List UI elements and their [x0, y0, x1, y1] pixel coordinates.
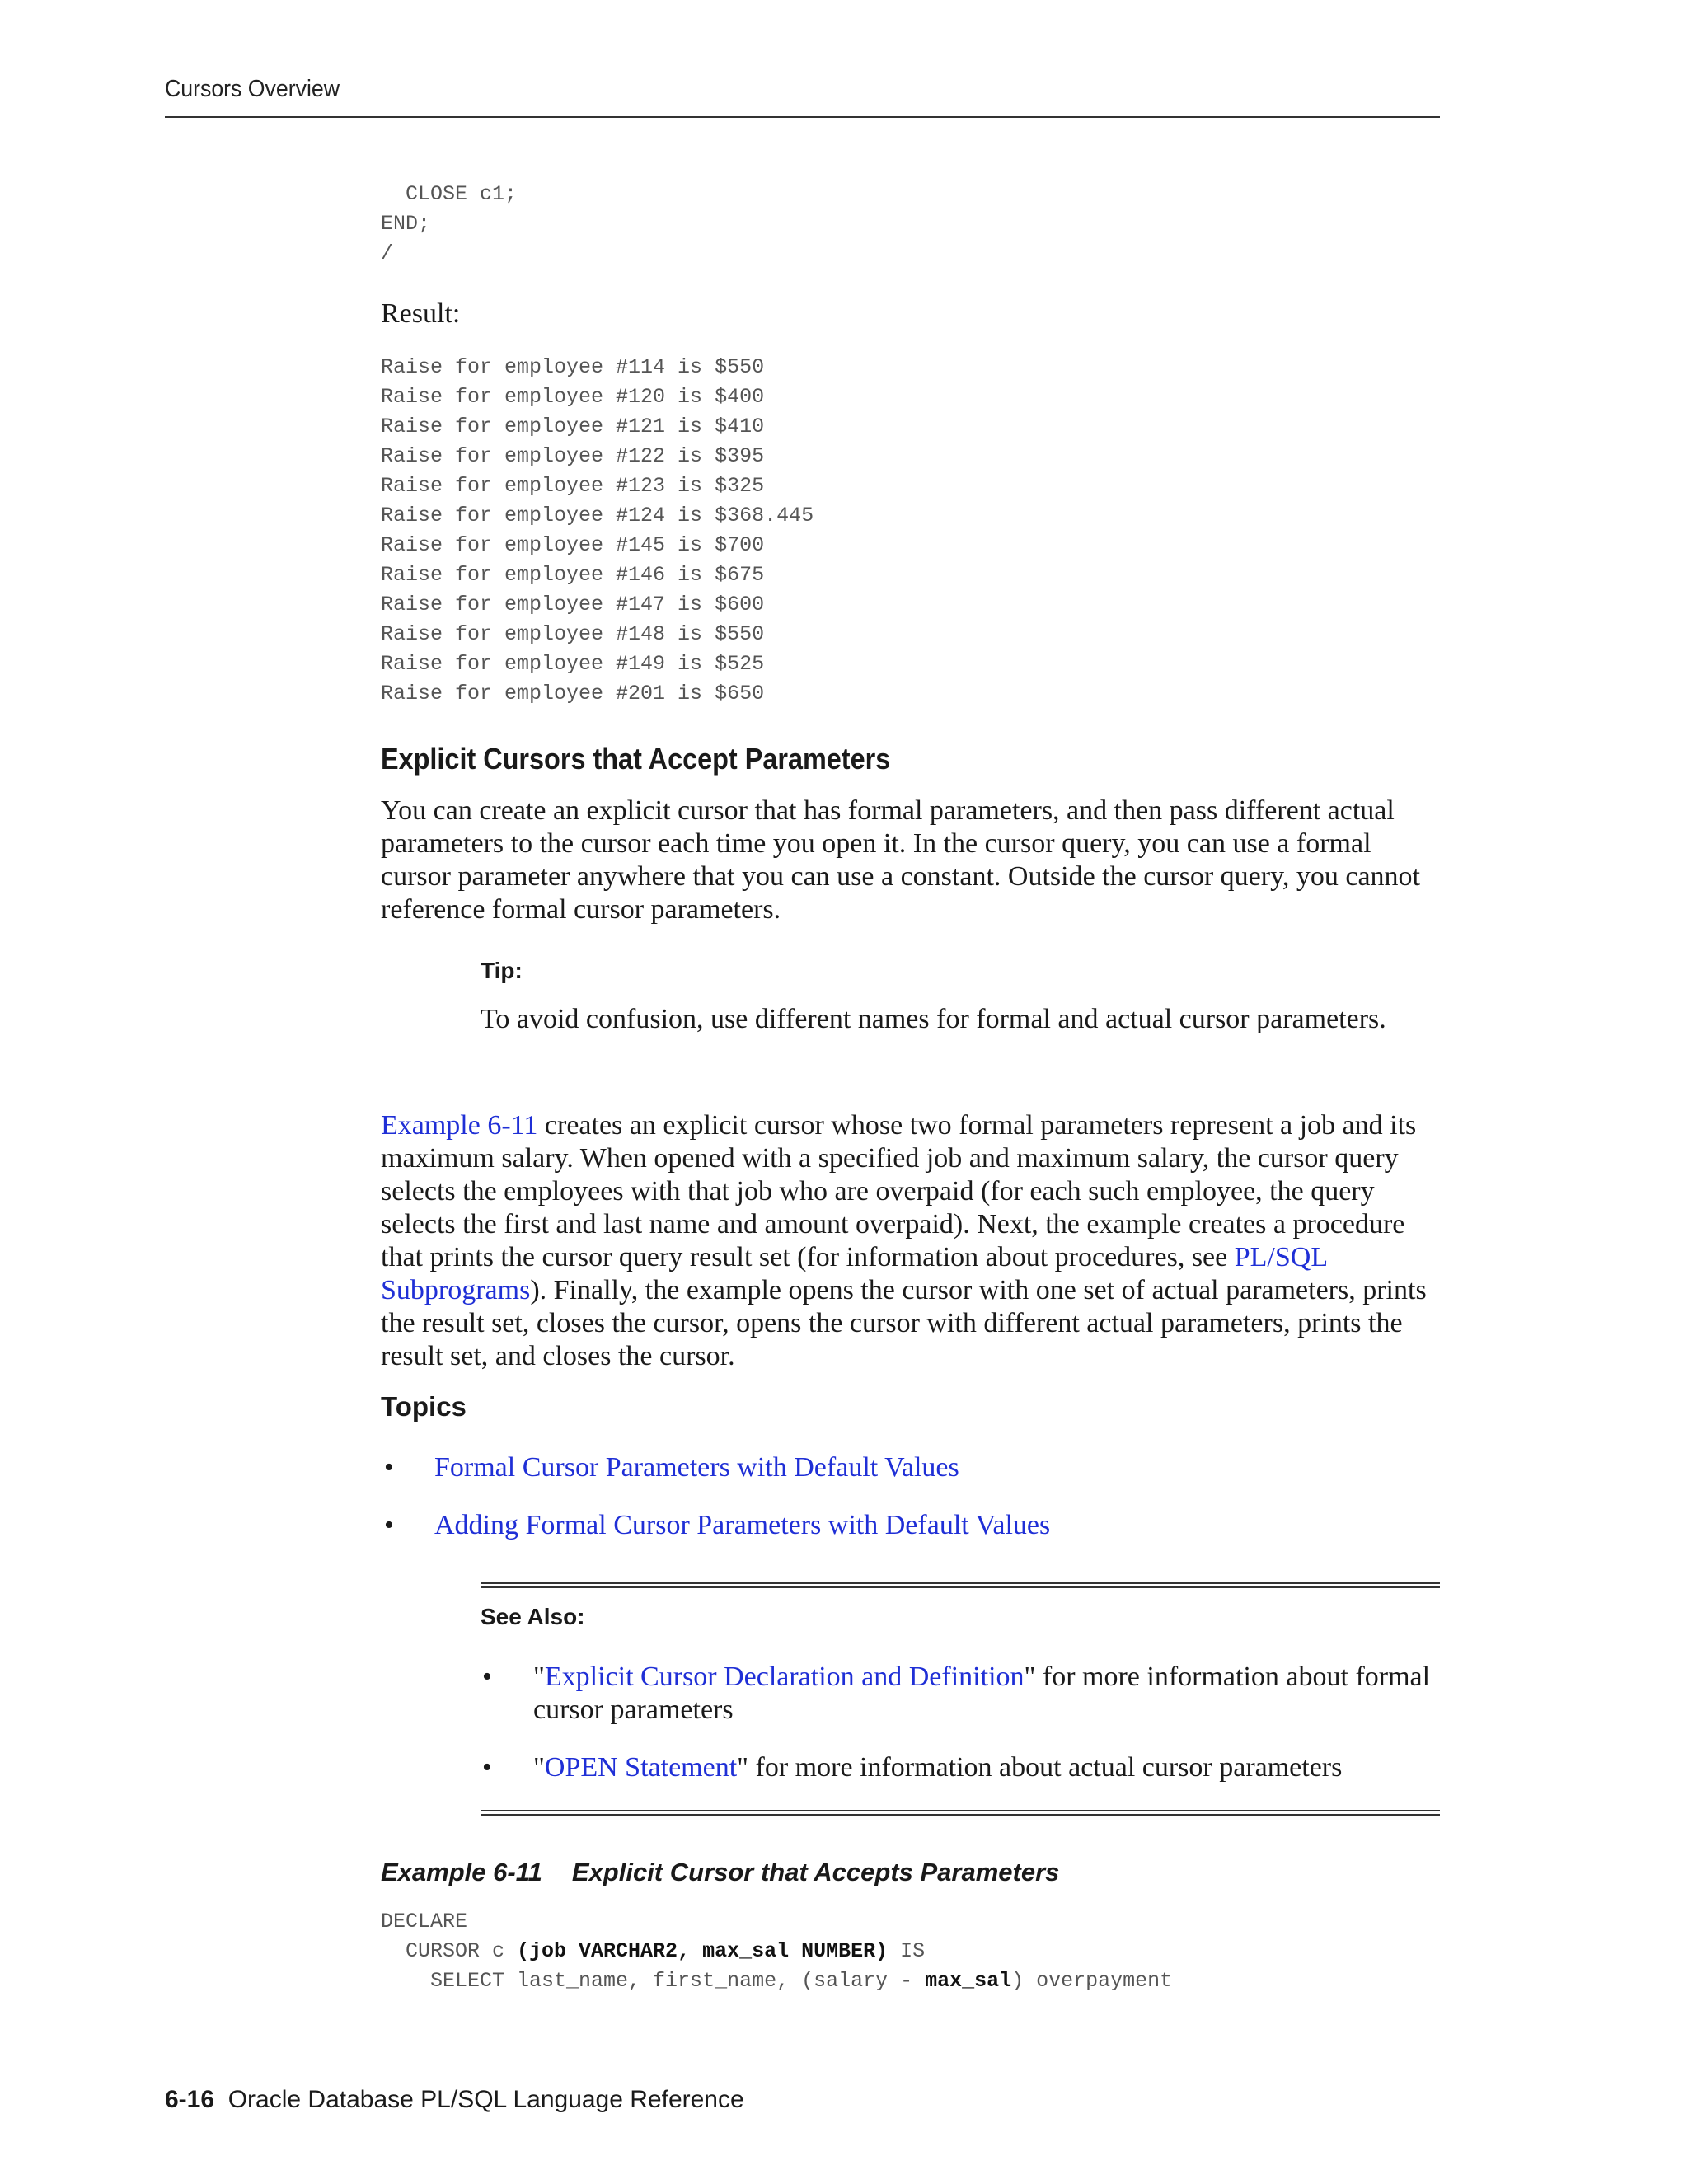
code-block-top	[381, 180, 517, 269]
intro-paragraph: You can create an explicit cursor that has formal parameters, and then pass different actual parameters to the cursor each time you open it. In the cursor query, you can use a formal cursor parameter anywhere that you can use a constant. Outside the cursor query, you cannot reference formal cursor parameters.	[381, 795, 1421, 925]
section-heading: Explicit Cursors that Accept Parameters	[381, 742, 891, 776]
topic-link[interactable]: Adding Formal Cursor Parameters with Default Values	[434, 1510, 1051, 1540]
code-line: /	[381, 241, 394, 265]
paragraph-text: ). Finally, the example opens the cursor with one set of actual parameters, prints the result set, closes the cursor, opens the cursor with different actual parameters, prints the result set, and closes the cursor.	[381, 1275, 1427, 1371]
code-line: DECLARE	[381, 1910, 468, 1933]
topic-link[interactable]: Formal Cursor Parameters with Default Values	[434, 1452, 959, 1483]
header-rule	[165, 116, 1440, 118]
open-statement-link[interactable]: OPEN Statement	[544, 1752, 738, 1783]
code-line	[381, 1969, 1172, 1993]
result-line: Raise for employee #147 is $600	[381, 593, 765, 616]
result-line: Raise for employee #201 is $650	[381, 682, 765, 705]
page-number: 6-16	[165, 2086, 215, 2113]
book-title: Oracle Database PL/SQL Language Reference	[227, 2086, 744, 2113]
code-text: ) overpayment	[1011, 1969, 1173, 1993]
see-also-bottom-rule	[481, 1810, 1440, 1816]
see-also-text: " for more information about actual cursor parameters	[737, 1752, 1343, 1783]
result-line: Raise for employee #145 is $700	[381, 533, 765, 557]
plsql-subprograms-link[interactable]: PL/SQL Subprograms	[381, 1242, 1327, 1305]
result-output	[381, 353, 814, 709]
explicit-cursor-declaration-link[interactable]: Explicit Cursor Declaration and Definition	[544, 1661, 1025, 1692]
bullet-icon: •	[384, 1452, 394, 1483]
tip-text: To avoid confusion, use different names for formal and actual cursor parameters.	[481, 1004, 1386, 1034]
example-code-block	[381, 1907, 1172, 1996]
see-also-label: See Also:	[481, 1604, 585, 1629]
result-line: Raise for employee #120 is $400	[381, 385, 765, 409]
page-footer	[165, 2086, 744, 2114]
result-line: Raise for employee #148 is $550	[381, 622, 765, 646]
code-text: CURSOR c	[381, 1939, 518, 1963]
example-description-paragraph	[381, 1109, 1444, 1373]
result-line: Raise for employee #123 is $325	[381, 474, 765, 498]
quote-mark: "	[533, 1752, 545, 1783]
result-label: Result:	[381, 298, 461, 329]
result-line: Raise for employee #121 is $410	[381, 415, 765, 438]
result-line: Raise for employee #149 is $525	[381, 652, 765, 676]
bullet-icon: •	[482, 1661, 492, 1692]
code-bold-text: max_sal	[925, 1969, 1012, 1993]
result-line: Raise for employee #122 is $395	[381, 444, 765, 468]
see-also-item	[533, 1751, 1440, 1784]
tip-label: Tip:	[481, 958, 523, 983]
paragraph-text: creates an explicit cursor whose two formal parameters represent a job and its maximum salary. When opened with a specified job and maximum salary, the cursor query selects the employees with that job who are overpaid (for each such employee, the query selects the first and last name and amount overpaid). Next, the example creates a procedure that prints the cursor query result set (for information about procedures, see	[381, 1110, 1417, 1272]
topics-heading: Topics	[381, 1391, 467, 1422]
result-line: Raise for employee #124 is $368.445	[381, 504, 814, 527]
see-also-item	[533, 1661, 1440, 1727]
code-bold-text: (job VARCHAR2, max_sal NUMBER)	[517, 1939, 889, 1963]
example-caption	[381, 1858, 1059, 1887]
example-title: Explicit Cursor that Accepts Parameters	[571, 1858, 1060, 1886]
code-line: END;	[381, 212, 431, 236]
running-header: Cursors Overview	[165, 76, 340, 102]
example-6-11-link[interactable]: Example 6-11	[381, 1110, 538, 1141]
result-line: Raise for employee #146 is $675	[381, 563, 765, 587]
code-line	[381, 1939, 925, 1963]
result-line: Raise for employee #114 is $550	[381, 355, 765, 379]
example-number: Example 6-11	[381, 1858, 542, 1886]
see-also-text: " for more information about formal cursor parameters	[533, 1661, 1431, 1725]
code-text: IS	[888, 1939, 926, 1963]
see-also-top-rule	[481, 1582, 1440, 1588]
code-text: SELECT last_name, first_name, (salary -	[381, 1969, 926, 1993]
quote-mark: "	[533, 1661, 545, 1692]
bullet-icon: •	[482, 1752, 492, 1783]
code-line: CLOSE c1;	[381, 182, 518, 206]
bullet-icon: •	[384, 1510, 394, 1540]
